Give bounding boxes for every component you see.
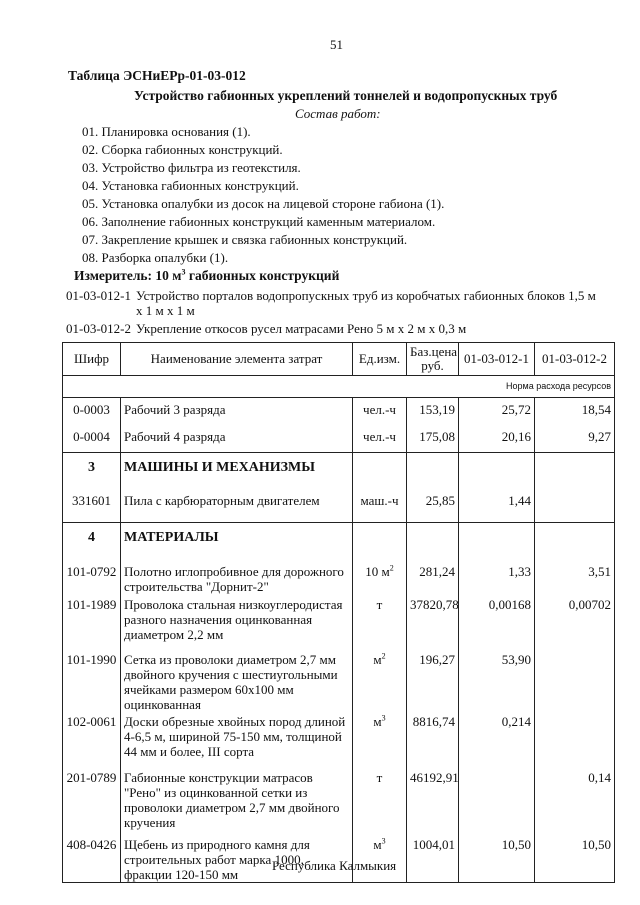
cell-unit xyxy=(353,453,407,490)
item-text: Устройство порталов водопропускных труб из коробчатых габионных блоков 1,5 м xyxy=(136,288,596,303)
col-name: Наименование элемента затрат xyxy=(121,343,353,376)
cell-v1 xyxy=(459,768,535,835)
cell-unit: $м^3$ xyxy=(353,712,407,768)
work-item: 01. Планировка основания (1). xyxy=(82,124,251,139)
cell-price: 1004,01 xyxy=(407,835,459,883)
cell-price: 175,08 xyxy=(407,425,459,453)
cell-price: 37820,78 xyxy=(407,595,459,650)
cell-name: Рабочий 3 разряда xyxy=(121,398,353,426)
resource-table xyxy=(62,342,615,883)
table-row xyxy=(63,712,615,768)
work-item: 03. Устройство фильтра из геотекстиля. xyxy=(82,160,301,175)
section-row xyxy=(63,453,615,490)
cell-name: Пила с карбюраторным двигателем xyxy=(121,489,353,523)
cell-code: 201-0789 xyxy=(63,768,121,835)
cell-unit: $м^2$ xyxy=(353,650,407,712)
work-item: 05. Установка опалубки из досок на лицевой стороне габиона (1). xyxy=(82,196,445,211)
work-item: 04. Установка габионных конструкций. xyxy=(82,178,299,193)
cell-name: Рабочий 4 разряда xyxy=(121,425,353,453)
table-row xyxy=(63,489,615,523)
work-item: 02. Сборка габионных конструкций. xyxy=(82,142,283,157)
cell-v1: 0,00168 xyxy=(459,595,535,650)
cell-v1: 10,50 xyxy=(459,835,535,883)
cell-v2: 0,14 xyxy=(535,768,615,835)
cell-code: 101-0792 xyxy=(63,562,121,595)
work-heading: Состав работ: xyxy=(295,106,381,121)
cell-v2: 10,50 xyxy=(535,835,615,883)
cell-price: 196,27 xyxy=(407,650,459,712)
col-code: Шифр xyxy=(63,343,121,376)
cell-v1 xyxy=(459,523,535,563)
cell-code: 0-0004 xyxy=(63,425,121,453)
cell-price xyxy=(407,523,459,563)
cell-unit: маш.-ч xyxy=(353,489,407,523)
section-number: 3 xyxy=(63,453,121,490)
cell-name: Полотно иглопробивное для дорожного строительства "Дорнит-2" xyxy=(121,562,353,595)
cell-v2 xyxy=(535,489,615,523)
cell-name: Доски обрезные хвойных пород длиной 4-6,5 м, шириной 75-150 мм, толщиной 44 мм и более, III сорта xyxy=(121,712,353,768)
item-code: 01-03-012-1 xyxy=(66,288,131,303)
cell-price: 46192,91 xyxy=(407,768,459,835)
cell-v2: 0,00702 xyxy=(535,595,615,650)
table-title: Устройство габионных укреплений тоннелей и водопропускных труб xyxy=(134,88,558,103)
cell-code: 331601 xyxy=(63,489,121,523)
meter-label: Измеритель: 10 $м^3$ габионных конструкций xyxy=(74,267,340,283)
cell-v2 xyxy=(535,453,615,490)
col-unit: Ед.изм. xyxy=(353,343,407,376)
cell-code: 0-0003 xyxy=(63,398,121,426)
work-item: 08. Разборка опалубки (1). xyxy=(82,250,229,265)
cell-v2: 18,54 xyxy=(535,398,615,426)
cell-v2: 9,27 xyxy=(535,425,615,453)
item-code: 01-03-012-2 xyxy=(66,321,131,336)
cell-unit: чел.-ч xyxy=(353,425,407,453)
cell-v2 xyxy=(535,712,615,768)
cell-v1: 25,72 xyxy=(459,398,535,426)
section-row xyxy=(63,523,615,563)
cell-v2 xyxy=(535,650,615,712)
cell-name: Щебень из природного камня для строительных работ марка 1000, фракции 120-150 мм xyxy=(121,835,353,883)
col-v2: 01-03-012-2 xyxy=(535,343,615,376)
col-price: Баз.цена руб. xyxy=(407,343,459,376)
section-number: 4 xyxy=(63,523,121,563)
cell-v2 xyxy=(535,523,615,563)
cell-v1: 1,33 xyxy=(459,562,535,595)
cell-price xyxy=(407,453,459,490)
page-number: 51 xyxy=(330,37,343,52)
cell-unit: т xyxy=(353,595,407,650)
cell-v1 xyxy=(459,453,535,490)
footer-region: Республика Калмыкия xyxy=(272,858,397,873)
item-text: Укрепление откосов русел матрасами Рено 5 м х 2 м х 0,3 м xyxy=(136,321,467,336)
cell-name: Сетка из проволоки диаметром 2,7 мм двойного кручения с шестиугольными ячейками размером 60х100 мм оцинкованная xyxy=(121,650,353,712)
work-item: 06. Заполнение габионных конструкций каменным материалом. xyxy=(82,214,436,229)
cell-code: 101-1990 xyxy=(63,650,121,712)
cell-unit: $м^3$ xyxy=(353,835,407,883)
cell-unit: чел.-ч xyxy=(353,398,407,426)
table-row xyxy=(63,398,615,426)
table-header-row xyxy=(63,343,615,376)
cell-v1: 0,214 xyxy=(459,712,535,768)
cell-unit xyxy=(353,523,407,563)
table-row xyxy=(63,595,615,650)
section-title: МАТЕРИАЛЫ xyxy=(121,523,353,563)
table-row xyxy=(63,425,615,453)
table-row xyxy=(63,768,615,835)
cell-code: 102-0061 xyxy=(63,712,121,768)
cell-v1: 1,44 xyxy=(459,489,535,523)
cell-price: 281,24 xyxy=(407,562,459,595)
work-item: 07. Закрепление крышек и связка габионных конструкций. xyxy=(82,232,408,247)
cell-name: Габионные конструкции матрасов "Рено" из оцинкованной сетки из проволоки диаметром 2,7 мм двойного кручения xyxy=(121,768,353,835)
cell-price: 8816,74 xyxy=(407,712,459,768)
cell-v1: 20,16 xyxy=(459,425,535,453)
cell-name: Проволока стальная низкоуглеродистая разного назначения оцинкованная диаметром 2,2 мм xyxy=(121,595,353,650)
table-row xyxy=(63,562,615,595)
section-title: МАШИНЫ И МЕХАНИЗМЫ xyxy=(121,453,353,490)
cell-unit: 10 $м^2$ xyxy=(353,562,407,595)
norm-row xyxy=(63,376,615,398)
cell-price: 153,19 xyxy=(407,398,459,426)
col-v1: 01-03-012-1 xyxy=(459,343,535,376)
table-label: Таблица ЭСНиЕРр-01-03-012 xyxy=(68,68,246,83)
cell-code: 101-1989 xyxy=(63,595,121,650)
cell-v1: 53,90 xyxy=(459,650,535,712)
cell-unit: т xyxy=(353,768,407,835)
norm-label: Норма расхода ресурсов xyxy=(63,376,615,398)
cell-price: 25,85 xyxy=(407,489,459,523)
cell-code: 408-0426 xyxy=(63,835,121,883)
item-text-cont: х 1 м х 1 м xyxy=(136,303,195,318)
table-row xyxy=(63,650,615,712)
cell-v2: 3,51 xyxy=(535,562,615,595)
